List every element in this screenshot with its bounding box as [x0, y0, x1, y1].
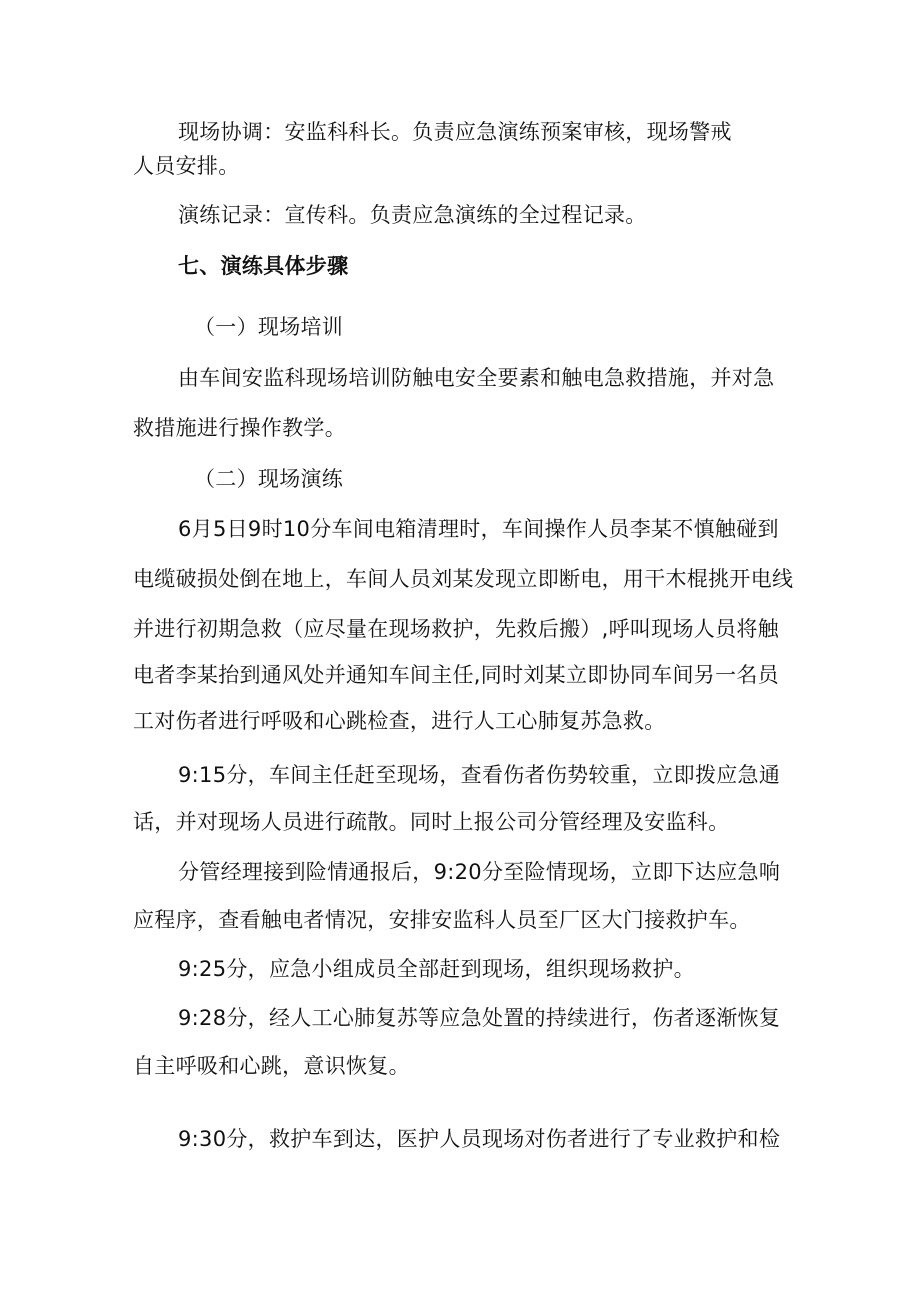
- drill-p3-line-1: 分管经理接到险情通报后，9:20分至险情现场，立即下达应急响: [178, 860, 781, 884]
- drill-heading: （二）现场演练: [194, 467, 344, 491]
- drill-p6-line-1: 9:30分，救护车到达，医护人员现场对伤者进行了专业救护和检: [178, 1127, 781, 1151]
- record-line-1: 演练记录：宣传科。负责应急演练的全过程记录。: [178, 203, 647, 227]
- drill-p5-line-1: 9:28分，经人工心肺复苏等应急处置的持续进行，伤者逐渐恢复: [178, 1006, 781, 1030]
- training-line-1: 由车间安监科现场培训防触电安全要素和触电急救措施，并对急: [178, 366, 775, 390]
- drill-p5-line-2: 自主呼吸和心跳，意识恢复。: [133, 1054, 410, 1078]
- drill-p2-line-1: 9:15分，车间主任赶至现场，查看伤者伤势较重，立即拨应急通: [178, 763, 781, 787]
- drill-p1-line-4: 电者李某抬到通风处并通知车间主任,同时刘某立即协同车间另一名员: [133, 663, 779, 687]
- drill-p1-line-2: 电缆破损处倒在地上，车间人员刘某发现立即断电，用干木棍挑开电线: [133, 567, 794, 591]
- training-line-2: 救措施进行操作教学。: [133, 416, 346, 440]
- drill-p1-line-1: 6月5日9时10分车间电箱清理时，车间操作人员李某不慎触碰到: [178, 517, 779, 541]
- drill-p1-line-5: 工对伤者进行呼吸和心跳检查，进行人工心肺复苏急救。: [133, 709, 666, 733]
- drill-p2-line-2: 话，并对现场人员进行疏散。同时上报公司分管经理及安监科。: [133, 810, 730, 834]
- coordination-line-2: 人员安排。: [133, 154, 240, 178]
- drill-p1-line-3: 并进行初期急救（应尽量在现场救护，先救后搬）,呼叫现场人员将触: [133, 617, 779, 641]
- drill-p3-line-2: 应程序，查看触电者情况，安排安监科人员至厂区大门接救护车。: [133, 908, 751, 932]
- coordination-line-1: 现场协调：安监科科长。负责应急演练预案审核，现场警戒: [178, 120, 732, 144]
- drill-p4-line-1: 9:25分，应急小组成员全部赶到现场，组织现场救护。: [178, 957, 695, 981]
- training-heading: （一）现场培训: [194, 315, 344, 339]
- section-heading: 七、演练具体步骤: [178, 254, 349, 278]
